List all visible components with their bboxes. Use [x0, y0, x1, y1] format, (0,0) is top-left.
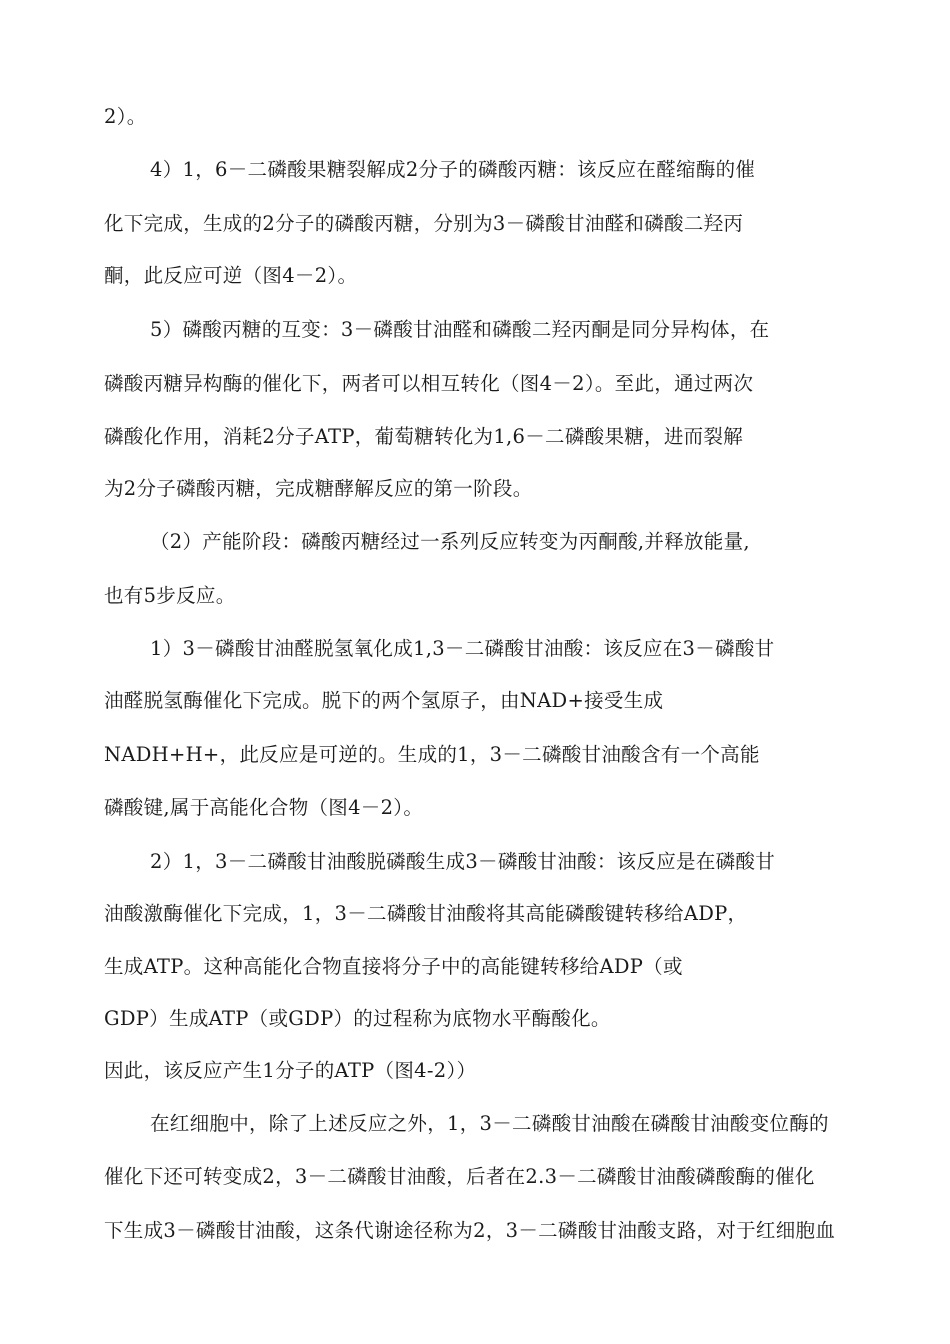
text-line-7: 磷酸化作用，消耗2分子ATP，葡萄糖转化为1,6－二磷酸果糖，进而裂解 — [104, 425, 744, 448]
text-line-4: 酮，此反应可逆（图4－2）。 — [104, 264, 358, 287]
text-line-19: 因此，该反应产生1分子的ATP（图4-2）） — [104, 1059, 477, 1082]
text-line-16: 油酸激酶催化下完成，1，3－二磷酸甘油酸将其高能磷酸键转移给ADP， — [104, 902, 748, 925]
text-line-17: 生成ATP。这种高能化合物直接将分子中的高能键转移给ADP（或 — [104, 955, 683, 978]
text-line-22: 下生成3－磷酸甘油酸，这条代谢途径称为2，3－二磷酸甘油酸支路，对于红细胞血 — [104, 1219, 836, 1242]
text-line-8: 为2分子磷酸丙糖，完成糖酵解反应的第一阶段。 — [104, 477, 533, 500]
text-line-3: 化下完成，生成的2分子的磷酸丙糖，分别为3－磷酸甘油醛和磷酸二羟丙 — [104, 212, 744, 235]
text-line-10: 也有5步反应。 — [104, 584, 236, 607]
text-line-15: 2）1，3－二磷酸甘油酸脱磷酸生成3－磷酸甘油酸：该反应是在磷酸甘 — [150, 850, 776, 873]
text-line-11: 1）3－磷酸甘油醛脱氢氧化成1,3－二磷酸甘油酸：该反应在3－磷酸甘 — [150, 637, 775, 660]
text-line-5: 5）磷酸丙糖的互变：3－磷酸甘油醛和磷酸二羟丙酮是同分异构体，在 — [150, 318, 770, 341]
text-line-2: 4）1，6－二磷酸果糖裂解成2分子的磷酸丙糖：该反应在醛缩酶的催 — [150, 158, 756, 181]
text-line-20: 在红细胞中，除了上述反应之外，1，3－二磷酸甘油酸在磷酸甘油酸变位酶的 — [150, 1112, 829, 1135]
text-line-14: 磷酸键,属于高能化合物（图4－2）。 — [104, 796, 424, 819]
text-line-9: （2）产能阶段：磷酸丙糖经过一系列反应转变为丙酮酸,并释放能量, — [150, 530, 750, 553]
text-line-21: 催化下还可转变成2，3－二磷酸甘油酸，后者在2.3－二磷酸甘油酸磷酸酶的催化 — [104, 1165, 815, 1188]
text-line-18: GDP）生成ATP（或GDP）的过程称为底物水平酶酸化。 — [104, 1007, 611, 1030]
text-line-6: 磷酸丙糖异构酶的催化下，两者可以相互转化（图4－2）。至此，通过两次 — [104, 372, 754, 395]
text-line-12: 油醛脱氢酶催化下完成。脱下的两个氢原子，由NAD+接受生成 — [104, 689, 664, 712]
text-line-13: NADH+H+，此反应是可逆的。生成的1，3－二磷酸甘油酸含有一个高能 — [104, 743, 760, 766]
text-line-1: 2）。 — [104, 105, 147, 128]
